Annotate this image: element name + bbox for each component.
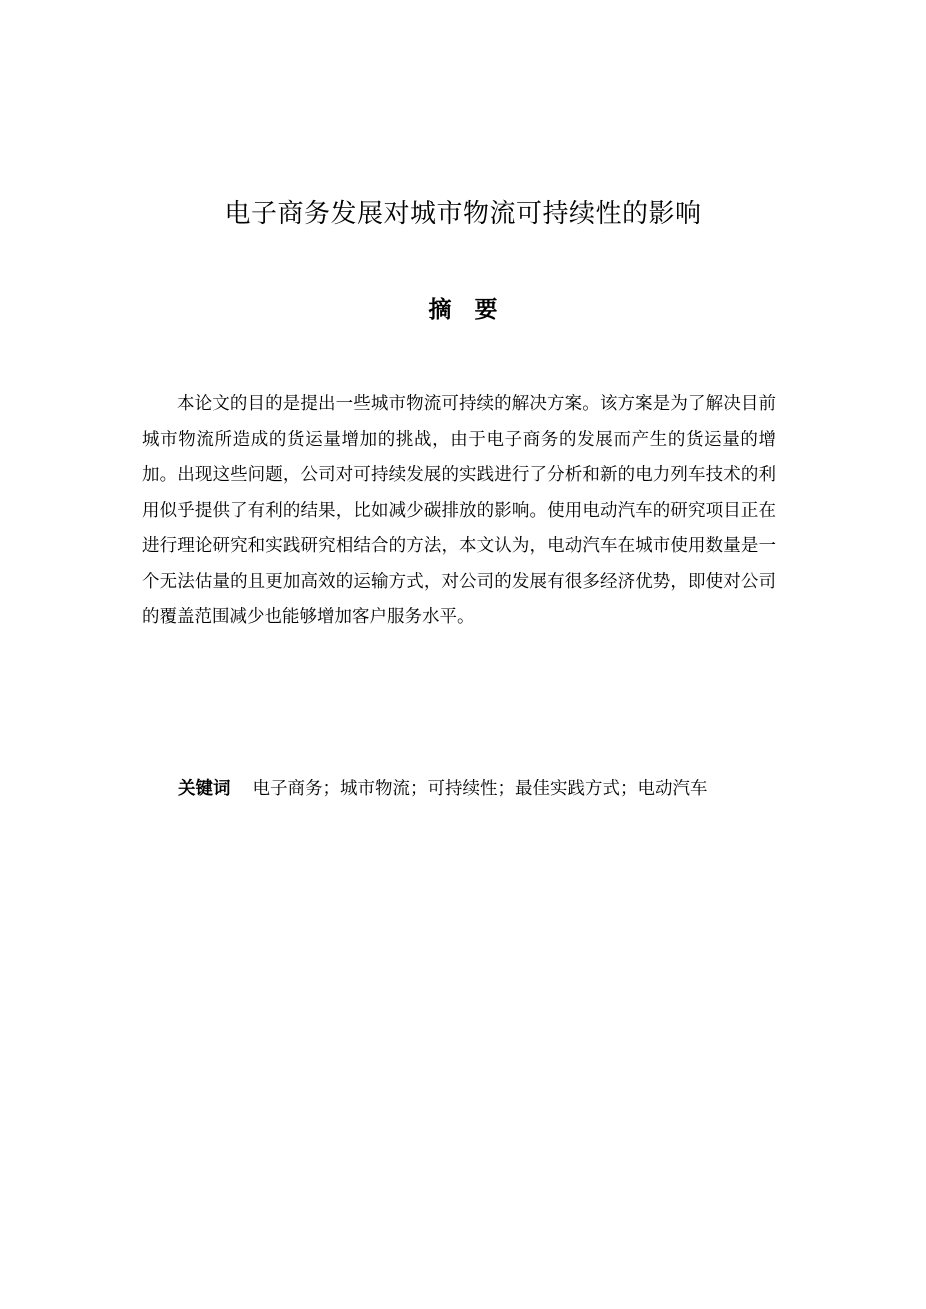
keywords-text: 电子商务；城市物流；可持续性；最佳实践方式；电动汽车 [252,779,708,799]
abstract-paragraph: 本论文的目的是提出一些城市物流可持续的解决方案。该方案是为了解决目前城市物流所造成的货运量增加的挑战，由于电子商务的发展而产生的货运量的增加。出现这些问题，公司对可持续发展的实践进行了分析和新的电力列车技术的利用似乎提供了有利的结果，比如减少碳排放的影响。使用电动汽车的研究项目正在进行理论研究和实践研究相结合的方法，本文认为，电动汽车在城市使用数量是一个无法估量的且更加高效的运输方式，对公司的发展有很多经济优势，即使对公司的覆盖范围减少也能够增加客户服务水平。 [142,394,776,627]
abstract-heading: 摘 要 [428,297,498,323]
document-title: 电子商务发展对城市物流可持续性的影响 [224,199,702,229]
keywords-label: 关键词 [178,779,231,799]
keywords-line [178,772,798,807]
